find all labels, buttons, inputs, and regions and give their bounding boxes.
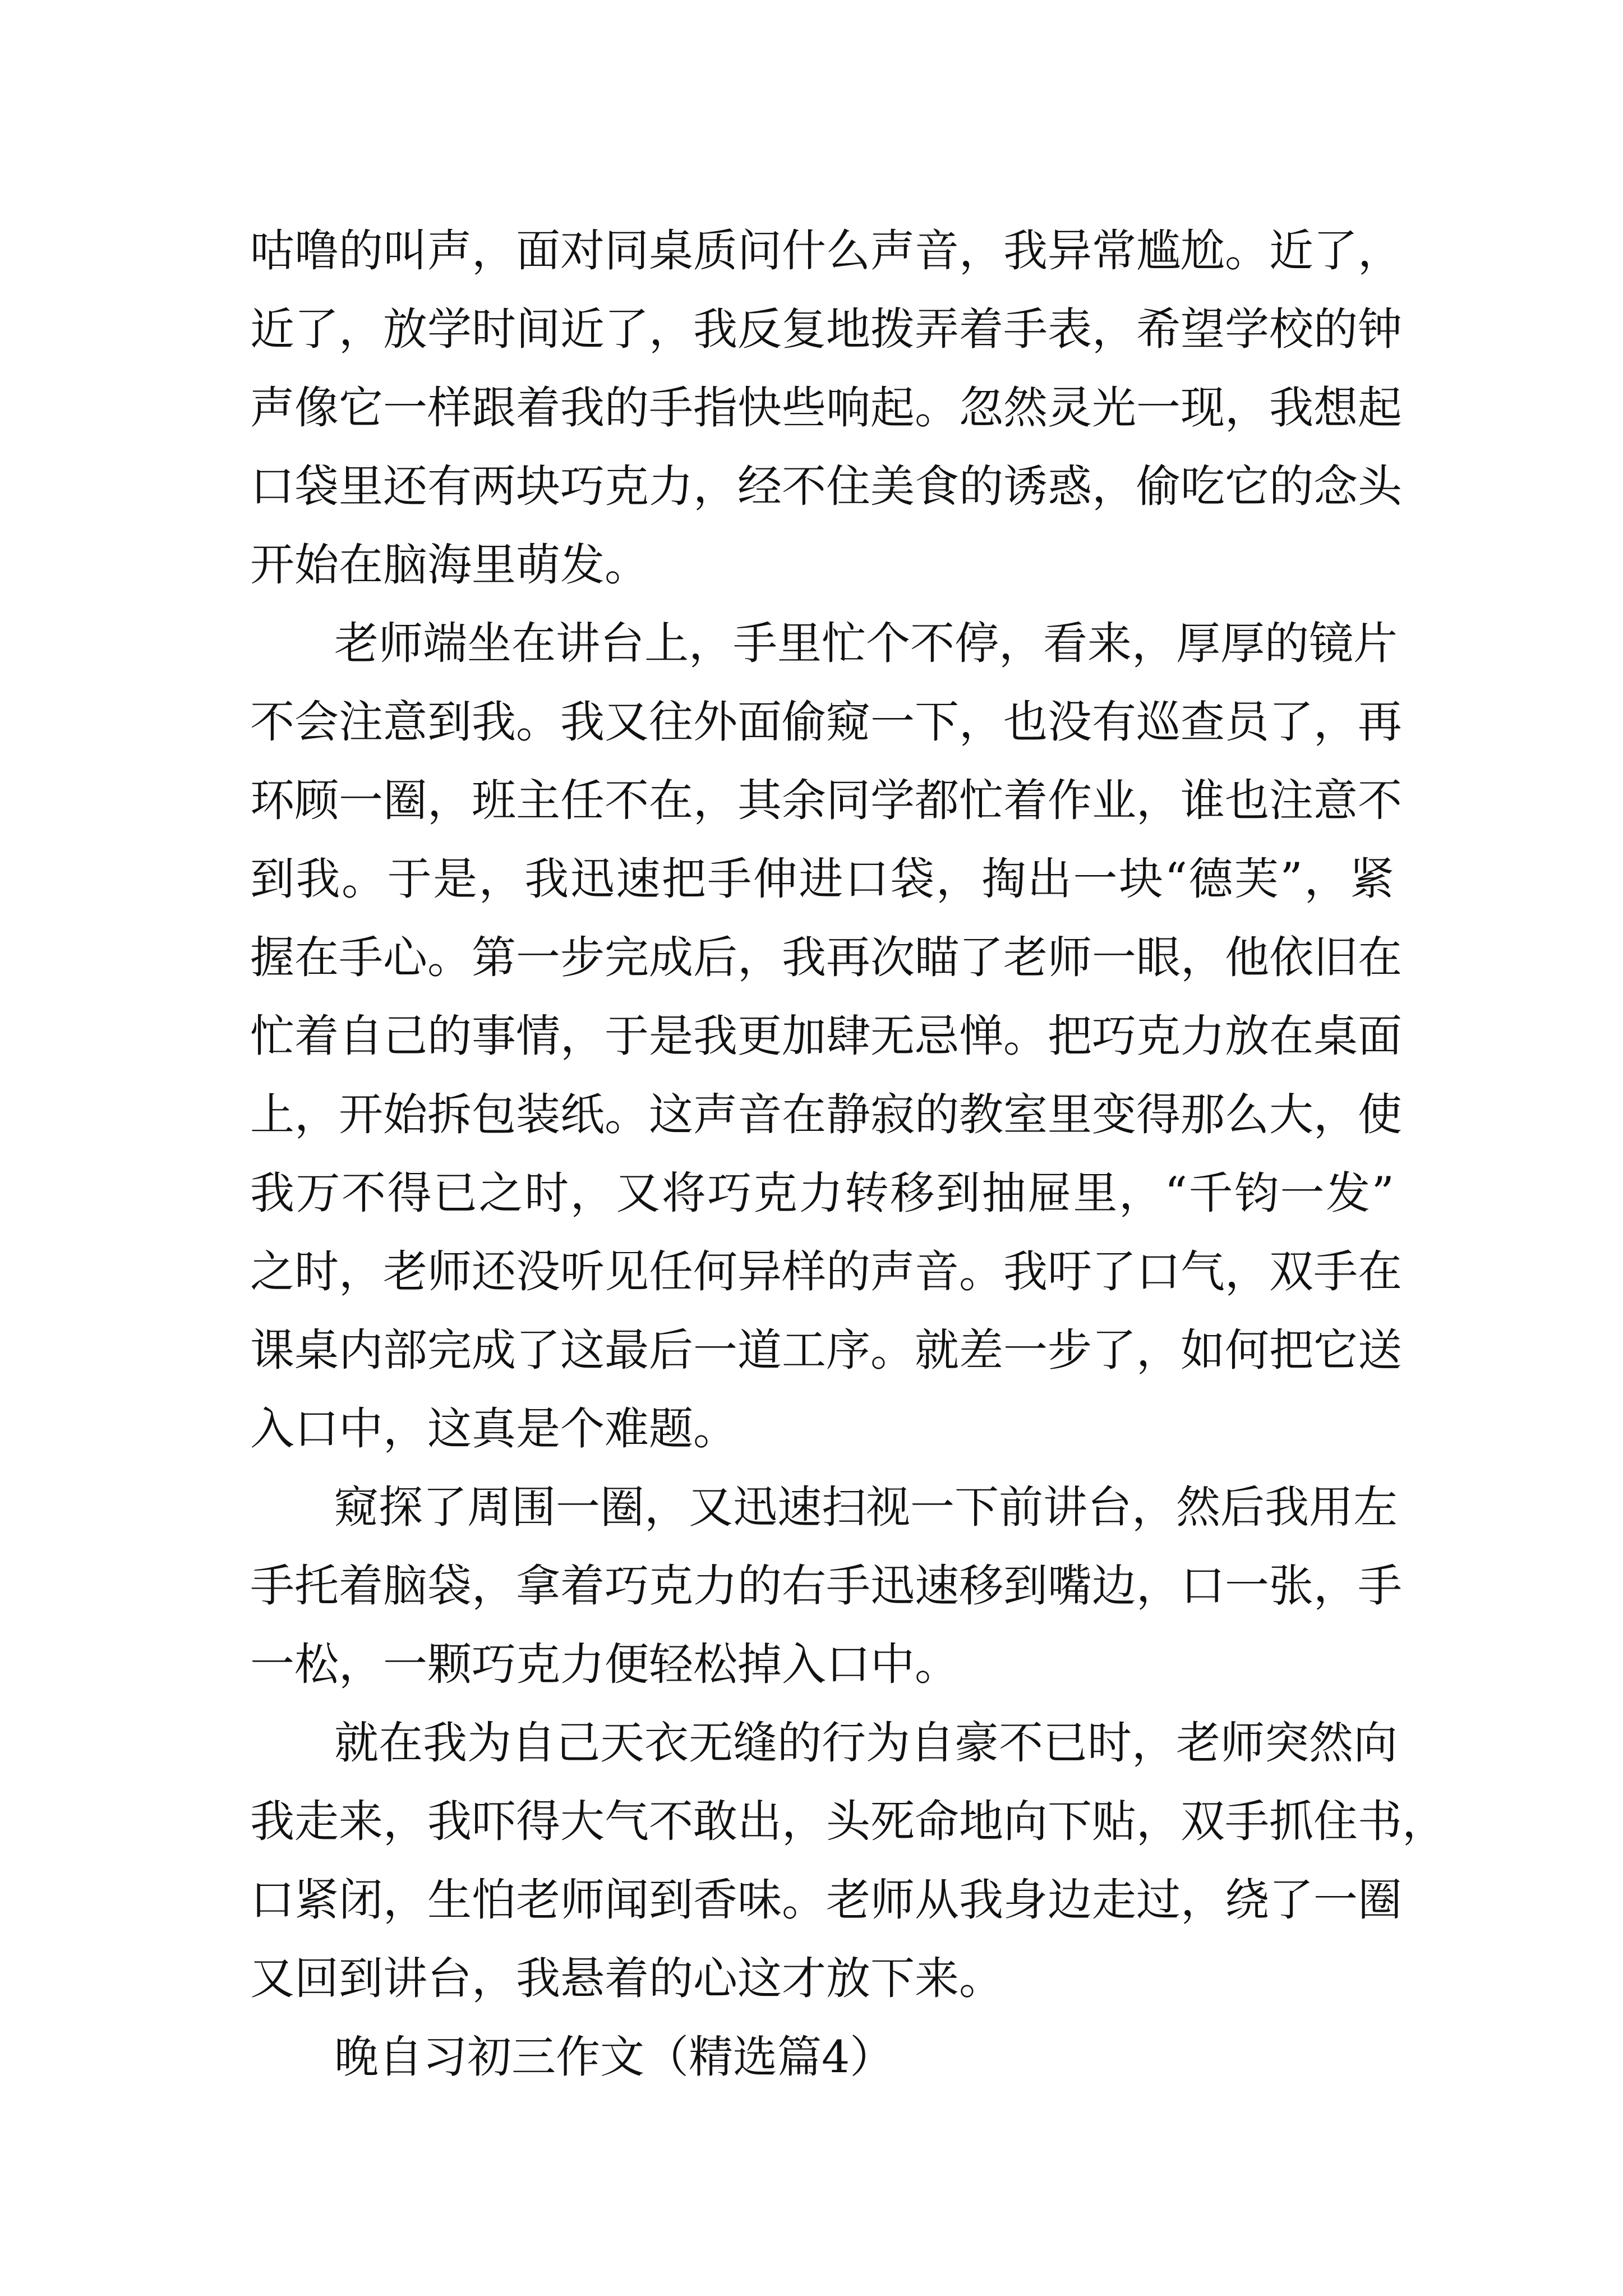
text-line: 我走来，我吓得大气不敢出，头死命地向下贴，双手抓住书， [250,1796,1446,1847]
paragraph-first-line: 窥探了周围一圈，又迅速扫视一下前讲台，然后我用左 [334,1481,1398,1533]
text-line: 课桌内部完成了这最后一道工序。就差一步了，如何把它送 [250,1324,1402,1376]
text-line: 口袋里还有两块巧克力，经不住美食的诱惑，偷吃它的念头 [250,461,1402,512]
text-line: 环顾一圈，班主任不在，其余同学都忙着作业，谁也注意不 [250,775,1402,826]
text-line: 不会注意到我。我又往外面偷窥一下，也没有巡查员了，再 [250,696,1402,748]
text-line: 开始在脑海里萌发。 [250,539,649,591]
text-line: 上，开始拆包装纸。这声音在静寂的教室里变得那么大，使 [250,1089,1402,1140]
text-line: 口紧闭，生怕老师闻到香味。老师从我身边走过，绕了一圈 [250,1874,1402,1926]
text-line: 忙着自己的事情，于是我更加肆无忌惮。把巧克力放在桌面 [250,1010,1402,1062]
text-line: 到我。于是，我迅速把手伸进口袋，掏出一块“德芙”，紧 [250,853,1394,905]
text-line: 手托着脑袋，拿着巧克力的右手迅速移到嘴边，口一张，手 [250,1560,1402,1612]
section-heading: 晚自习初三作文（精选篇4） [334,2031,895,2083]
text-line: 近了，放学时间近了，我反复地拨弄着手表，希望学校的钟 [250,303,1402,355]
text-line: 又回到讲台，我悬着的心这才放下来。 [250,1953,1003,2004]
text-line: 咕噜的叫声，面对同桌质问什么声音，我异常尴尬。近了， [250,225,1402,277]
text-line: 我万不得已之时，又将巧克力转移到抽屉里，“千钧一发” [250,1167,1394,1219]
text-line: 一松，一颗巧克力便轻松掉入口中。 [250,1639,959,1690]
text-line: 之时，老师还没听见任何异样的声音。我吁了口气，双手在 [250,1246,1402,1297]
paragraph-first-line: 就在我为自己天衣无缝的行为自豪不已时，老师突然向 [334,1717,1398,1769]
paragraph-first-line: 老师端坐在讲台上，手里忙个不停，看来，厚厚的镜片 [334,618,1398,669]
text-line: 入口中，这真是个难题。 [250,1403,737,1455]
text-line: 声像它一样跟着我的手指快些响起。忽然灵光一现，我想起 [250,382,1402,434]
text-line: 握在手心。第一步完成后，我再次瞄了老师一眼，他依旧在 [250,932,1402,983]
